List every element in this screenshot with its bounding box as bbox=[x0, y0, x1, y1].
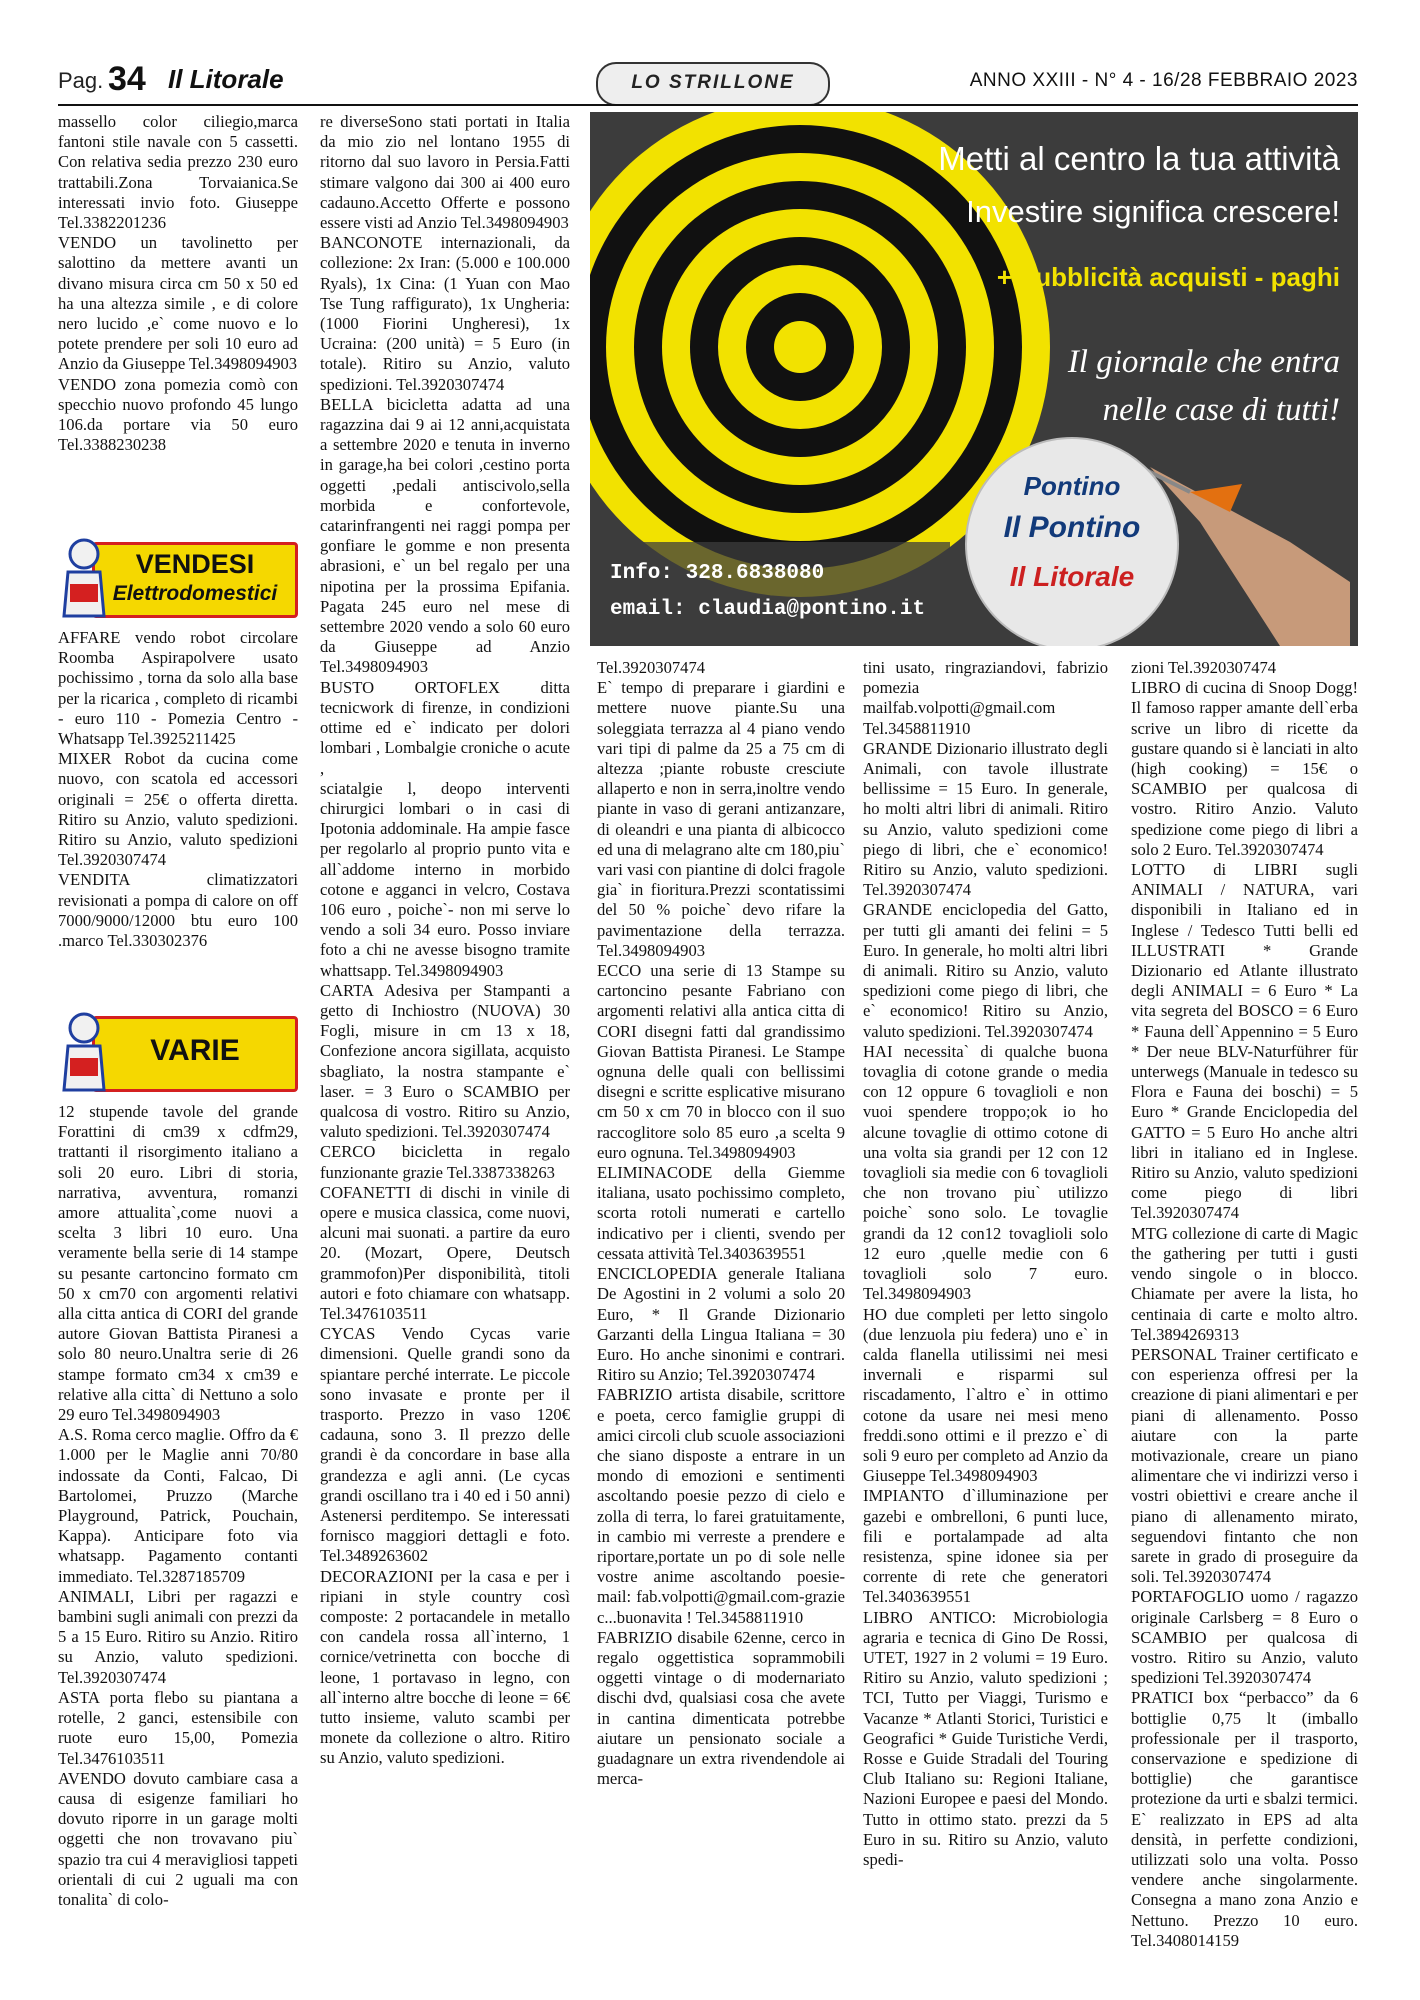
classified-ad: PERSONAL Trainer certificato e con esperienza offresi per la creazione di piani alimentari e per piani di allenamento. Posso aiutare con la parte motivazionale, creare un piano alimentare che vi indirizzi verso i vostri obiettivi e creare anche il piano di allenamento mirato, seguendovi fintanto che non sarete in grado di proseguire da soli. Tel.3920307474 bbox=[1131, 1344, 1358, 1587]
newsboy-mascot-icon bbox=[58, 1006, 110, 1094]
classified-ad: tini usato, ringraziandovi, fabrizio pomezia mailfab.volpotti@gmail.com Tel.3458811910 bbox=[863, 658, 1108, 738]
classified-ad: DECORAZIONI per la casa e per i ripiani in style country così composte: 2 portacandele in metallo con candela rossa all`interno, 1 cornice/vetrinetta con bocche di leone, 1 portavaso in legno, con all`interno altre bocche di leone = 6€ tutto insieme, valuto scambi per monete da collezione o altro. Ritiro su Anzio, valuto spedizioni. bbox=[320, 1566, 570, 1768]
category-badge: VENDESI Elettrodomestici bbox=[92, 542, 298, 618]
category-badge: VARIE bbox=[92, 1016, 298, 1092]
column-1-top bbox=[58, 112, 298, 455]
classified-ad: HO due completi per letto singolo (due lenzuola piu federa) uno e` in calda flanella utilissimi nei mesi invernali e risparmi sul riscadamento, l`altro e` in ottimo cotone da usare nei mesi meno freddi.sono ottimi e il prezzo e` di soli 9 euro per completo ad Anzio da Giuseppe Tel.3498094903 bbox=[863, 1304, 1108, 1486]
classified-ad: COFANETTI di dischi in vinile di opere e musica classica, come nuovi, alcuni mai suonati. a partire da euro 20. (Mozart, Opere, Deutsch grammofon)Per disponibilità, titoli autori e foto chiamare con whatsapp. Tel.3476103511 bbox=[320, 1182, 570, 1323]
ad-email: email: claudia@pontino.it bbox=[610, 598, 926, 621]
column-2 bbox=[320, 112, 570, 1769]
classified-ad: CYCAS Vendo Cycas varie dimensioni. Quelle grandi sono da spiantare perché interrate. Le piccole sono invasate e pronte per il trasporto. Prezzo in vaso 120€ cadauna, sono 3. Il prezzo delle grandi è da concordare in base alla grandezza e agli anni. (Le cycas grandi oscillano tra i 40 ed i 50 anni) Astenersi perditempo. Se interessati fornisco maggiori dettagli e foto. Tel.3489263602 bbox=[320, 1324, 570, 1566]
classified-ad: VENDITA climatizzatori revisionati a pompa di calore on off 7000/9000/12000 btu euro 100 .marco Tel.330302376 bbox=[58, 870, 298, 951]
classified-ad: CERCO bicicletta in regalo funzionante grazie Tel.3387338263 bbox=[320, 1142, 570, 1182]
newspaper-ball-logo: Pontino Il Pontino Il Litorale bbox=[965, 437, 1179, 646]
header-rule bbox=[58, 104, 1358, 106]
ad-phone: Info: 328.6838080 bbox=[610, 562, 825, 585]
classified-ad: MIXER Robot da cucina come nuovo, con scatola ed accessori originali = 25€ o offerta diretta. Ritiro su Anzio, valuto spedizioni. Ritiro su Anzio, valuto spedizioni Tel.3920307474 bbox=[58, 749, 298, 870]
classified-ad: MTG collezione di carte di Magic the gathering per tutti i gusti vendo singole o in blocco. Chiamate per avere la lista, ho centinaia di carte e molto altro. Tel.3894269313 bbox=[1131, 1223, 1358, 1344]
classified-ad: HAI necessita` di qualche buona tovaglia di cotone grande o media con 12 oppure 6 tovaglioli e non vuoi spendere troppo;ok io ho alcune tovaglie di ottimo cotone di una volta sia grandi per 12 con 12 tovaglioli sia medie con 6 tovaglioli che non trovano piu` utilizzo poiche` sono solo. Le tovaglie grandi da 12 con12 tovaglioli solo 12 euro ,quelle medie con 6 tovaglioli solo 7 euro. Tel.3498094903 bbox=[863, 1041, 1108, 1304]
classified-ad: BELLA bicicletta adatta ad una ragazzina dai 9 ai 12 anni,acquistata a settembre 2020 e tenuta in inverno in garage,ha bei colori ,cestino porta oggetti ,pedali antiscivolo,sella morbida e confortevole, catarinfrangenti nei raggi pompa per gonfiare le gomme e non presenta abrasioni, e` un bel regalo per una nipotina per la prossima Epifania. Pagata 245 euro nel mese di settembre 2020 vendo a solo 60 euro da Giuseppe ad Anzio Tel.3498094903 bbox=[320, 394, 570, 677]
column-1-varie bbox=[58, 1102, 298, 1910]
newsboy-mascot-icon bbox=[58, 532, 110, 620]
column-3 bbox=[597, 658, 845, 1789]
classified-ad: IMPIANTO d`illuminazione per gazebi e ombrelloni, 6 punti luce, fili e portalampade ad alta resistenza, spine idonee sia per corrente di rete che generatori Tel.3403639551 bbox=[863, 1486, 1108, 1607]
classified-ad: PRATICI box “perbacco” da 6 bottiglie 0,75 lt (imballo professionale per il trasporto, conservazione e spedizione di bottiglie) che garantisce protezione da urti e sbalzi termici. E` realizzato in EPS ad alta densità, in perfette condizioni, utilizzati solo una volta. Posso vendere anche singolarmente. Consegna a mano zona Anzio e Nettuno. Prezzo 10 euro. Tel.3408014159 bbox=[1131, 1688, 1358, 1950]
page-label: Pag. bbox=[58, 68, 104, 93]
ad-tagline: Il giornale che entra bbox=[1067, 344, 1340, 380]
classified-ad: AFFARE vendo robot circolare Roomba Aspirapolvere usato pochissimo , torna da solo alla base per la ricarica , completo di ricambi - euro 110 - Pomezia Centro - Whatsapp Tel.3925211425 bbox=[58, 628, 298, 749]
column-1-elettrodomestici bbox=[58, 628, 298, 951]
classified-ad: CARTA Adesiva per Stampanti a getto di Inchiostro (NUOVA) 30 Fogli, misure in cm 13 x 18, Confezione ancora sigillata, acquisto sbagliato, la nostra stampante e` laser. = 3 Euro o SCAMBIO per qualcosa di vostro. Ritiro su Anzio, valuto spedizioni. Tel.3920307474 bbox=[320, 980, 570, 1142]
issue-info: ANNO XXIII - N° 4 - 16/28 FEBBRAIO 2023 bbox=[969, 70, 1358, 91]
classified-ad: ECCO una serie di 13 Stampe su cartoncino pesante Fabriano con argomenti relativi alla antica citta di CORI disegni fatti dal grandissimo Giovan Battista Piranesi. Le Stampe ognuna delle quali con bellissimi disegni e scritte esplicative misurano cm 50 x cm 70 in blocco con il suo raccoglitore solo 85 euro ,a scelta 9 euro ognuna. Tel.3498094903 bbox=[597, 961, 845, 1162]
ad-headline: Metti al centro la tua attività bbox=[938, 140, 1340, 177]
classified-ad: ASTA porta flebo su piantana a rotelle, 2 ganci, estensibile con ruote euro 15,00, Pomezia Tel.3476103511 bbox=[58, 1687, 298, 1768]
classified-ad: FABRIZIO artista disabile, scrittore e poeta, cerco famiglie gruppi di amici circoli club scuole associazioni che siano disposte a entrare in un mondo di emozioni e sentimenti ascoltando poesie pezzo di cielo e zolla di terra, lo farei gratuitamente, in cambio mi verreste a prendere e riportare,portate un po di sole nelle vostre anime ascoltando poesie- mail: fab.volpotti@gmail.com-grazie c...buonavita ! Tel.3458811910 bbox=[597, 1385, 845, 1627]
category-header-varie bbox=[58, 1006, 296, 1094]
classified-ad: VENDO un tavolinetto per salottino da mettere avanti un divano misura circa cm 50 x 50 ed ha una altezza simile , e di colore nero lucido ,e` come nuovo e lo potete prendere per soli 10 euro ad Anzio da Giuseppe Tel.3498094903 bbox=[58, 233, 298, 374]
classified-ad: LOTTO di LIBRI sugli ANIMALI / NATURA, vari disponibili in Italiano ed in Inglese / Tedesco Tutti belli ed ILLUSTRATI * Grande Dizionario ed Atlante illustrato degli ANIMALI = 6 Euro * La vita segreta del BOSCO = 6 Euro * Fauna dell`Appennino = 5 Euro * Der neue BLV-Naturführer für unterwegs (Manuale in tedesco su Flora e Fauna dei boschi) = 5 Euro * Grande Enciclopedia del GATTO = 5 Euro Ho anche altri libri in italiano ed in Inglese. Ritiro su Anzio, valuto spedizioni come piego di libri Tel.3920307474 bbox=[1131, 860, 1358, 1223]
classified-ad: PORTAFOGLIO uomo / ragazzo originale Carlsberg = 8 Euro o SCAMBIO per qualcosa di vostro. Ritiro su Anzio, valuto spedizioni Tel.3920307474 bbox=[1131, 1587, 1358, 1688]
classified-ad: LIBRO di cucina di Snoop Dogg! Il famoso rapper amante dell`erba scrive un libro di ricette da gustare quando si è lanciati in alto (high cooking) = 15€ o SCAMBIO per qualcosa di vostro. Ritiro Anzio. Valuto spedizione come piego di libri a solo 2 Euro. Tel.3920307474 bbox=[1131, 678, 1358, 859]
classified-ad: ANIMALI, Libri per ragazzi e bambini sugli animali con prezzi da 5 a 15 Euro. Ritiro su Anzio. Ritiro su Anzio, valuto spedizioni. Tel.3920307474 bbox=[58, 1586, 298, 1687]
classified-ad: BUSTO ORTOFLEX ditta tecnicwork di firenze, in condizioni ottime ed e` indicato per dolori lombari , Lombalgie croniche o acute , bbox=[320, 677, 570, 778]
classified-ad: GRANDE enciclopedia del Gatto, per tutti gli amanti dei felini = 5 Euro. In generale, ho molti altri libri di animali. Ritiro su Anzio, valuto spedizioni come piego di libri, che e` economico! Ritiro su Anzio, valuto spedizioni. Tel.3920307474 bbox=[863, 900, 1108, 1041]
column-5 bbox=[1131, 658, 1358, 1951]
category-header-elettrodomestici bbox=[58, 532, 296, 620]
ad-subheadline: Investire significa crescere! bbox=[966, 194, 1340, 229]
classified-ad: re diverseSono stati portati in Italia da mio zio nel lontano 1955 di ritorno dal suo lavoro in Persia.Fatti stimare valgono dai 300 ai 400 euro cadauno.Accetto Offerte e possono essere visti ad Anzio Tel.3498094903 bbox=[320, 112, 570, 233]
classified-ad: zioni Tel.3920307474 bbox=[1131, 658, 1277, 677]
page-number: 34 bbox=[108, 60, 146, 98]
classified-ad: GRANDE Dizionario illustrato degli Animali, con tavole illustrate bellissime = 15 Euro. In generale, ho molti altri libri di animali. Ritiro su Anzio, valuto spedizioni come piego di libri, che e` economico! Ritiro su Anzio, valuto spedizioni. Tel.3920307474 bbox=[863, 738, 1108, 900]
newspaper-name: Il Litorale bbox=[168, 64, 284, 94]
classified-ad: ENCICLOPEDIA generale Italiana De Agostini in 2 volumi a solo 20 Euro, * Il Grande Dizionario Garzanti della Lingua Italiana = 30 Euro. Ho anche sinonimi e contrari. Ritiro su Anzio; Tel.3920307474 bbox=[597, 1264, 845, 1385]
classified-ad: LIBRO ANTICO: Microbiologia agraria e tecnica di Gino De Rossi, UTET, 1927 in 2 volumi = 19 Euro. Ritiro su Anzio, valuto spedizioni ; TCI, Tutto per Viaggi, Turismo e Vacanze * Atlanti Storici, Turistici e Geografici * Guide Turistiche Verdi, Rosse e Guide Stradali del Touring Club Italiano su: Regioni Italiane, Nazioni Europee e paesi del Mondo. Tutto in ottimo stato. prezzi da 5 Euro in su. Ritiro su Anzio, valuto spedi- bbox=[863, 1607, 1108, 1869]
classified-ad: Tel.3920307474 bbox=[597, 658, 706, 677]
classified-ad: sciatalgie l, deopo interventi chirurgici lombari o in casi di Ipotonia addominale. Ha ampie fasce per regolarlo al proprio punto vita e all`addome interno in morbido cotone e agganci in velcro, Costava 106 euro , poiche`- non mi serve lo vendo a soli 34 euro. Posso inviare foto a chi ne avesse bisogno tramite whattsapp. Tel.3498094903 bbox=[320, 778, 570, 980]
classified-ad: FABRIZIO disabile 62enne, cerco in regalo oggettistica soprammobili oggetti vintage o di modernariato dischi dvd, qualsiasi cosa che avete in cantina dimenticata potrebbe aiutare un pensionato sociale a guadagnare un extra rivendendole ai merca- bbox=[597, 1627, 845, 1789]
classified-ad: A.S. Roma cerco maglie. Offro da € 1.000 per le Maglie anni 70/80 indossate da Conti, Falcao, Di Bartolomei, Pruzzo (Marche Playground, Patrick, Pouchain, Kappa). Anticipare foto via whatsapp. Pagamento contanti immediato. Tel.3287185709 bbox=[58, 1425, 298, 1586]
ad-promo: + pubblicità acquisti - paghi bbox=[996, 262, 1340, 292]
classified-ad: massello color ciliegio,marca fantoni stile navale con 5 cassetti. Con relativa sedia prezzo 230 euro trattabili.Zona Torvaianica.Se interessati invio foto. Giuseppe Tel.3382201236 bbox=[58, 112, 298, 233]
classified-ad: ELIMINACODE della Giemme italiana, usato pochissimo completo, scorta rotoli numerati e cartello indicativo per i clienti, svendo per cessata attività Tel.3403639551 bbox=[597, 1163, 845, 1263]
classified-ad: AVENDO dovuto cambiare casa a causa di esigenze familiari ho dovuto riporre in un garage molti oggetti che non trovavano piu` spazio tra cui 4 meravigliosi tappeti orientali di cui 2 uguali ma con tonalita` di colo- bbox=[58, 1768, 298, 1909]
classified-ad: E` tempo di preparare i giardini e mettere nuove piante.Su una soleggiata terrazza al 4 piano vendo vari tipi di palme da 25 a 75 cm di altezza ;piante robuste cresciute allaperto e non in serra,inoltre vendo piante in vaso di gerani antizanzare, di oleandri e una pianta di albicocco ed una di melagrano alte cm 180,piu` vari vasi con piantine di dolci fragole gia` in fioritura.Prezzi scontatissimi del 50 % poiche` devo rifare la pavimentazione della terrazza. Tel.3498094903 bbox=[597, 678, 845, 960]
classified-ad: BANCONOTE internazionali, da collezione: 2x Iran: (5.000 e 100.000 Ryals), 1x Cina: (1 Yuan con Mao Tse Tung raffigurato), 1x Ungheria: (1000 Fiorini Ungheresi), 1x Ucraina: (200 unità) = 5 Euro (in totale). Ritiro su Anzio, valuto spedizioni. Tel.3920307474 bbox=[320, 233, 570, 394]
ad-tagline: nelle case di tutti! bbox=[1102, 392, 1340, 428]
page-header bbox=[58, 62, 1358, 104]
advertisement-banner bbox=[590, 112, 1358, 646]
classified-ad: VENDO zona pomezia comò con specchio nuovo profondo 45 lungo 106.da portare via 50 euro Tel.3388230238 bbox=[58, 374, 298, 455]
column-4 bbox=[863, 658, 1108, 1870]
lo-strillone-logo: LO STRILLONE bbox=[596, 62, 830, 106]
classified-ad: 12 stupende tavole del grande Forattini di cm39 x cdfm29, trattanti il risorgimento italiano a soli 20 euro. Libri di storia, narrativa, avventura, romanzi amore attualita`,come nuovi a scelta 3 libri 10 euro. Una veramente bella serie di 14 stampe su pesante cartoncino formato cm 50 x cm70 con argomenti relativi alla citta antica di CORI del grande autore Giovan Battista Piranesi a solo 80 neuro.Unaltra serie di 26 stampe formato cm34 x cm39 e relative alla citta` di Nettuno a solo 29 euro Tel.3498094903 bbox=[58, 1102, 298, 1425]
